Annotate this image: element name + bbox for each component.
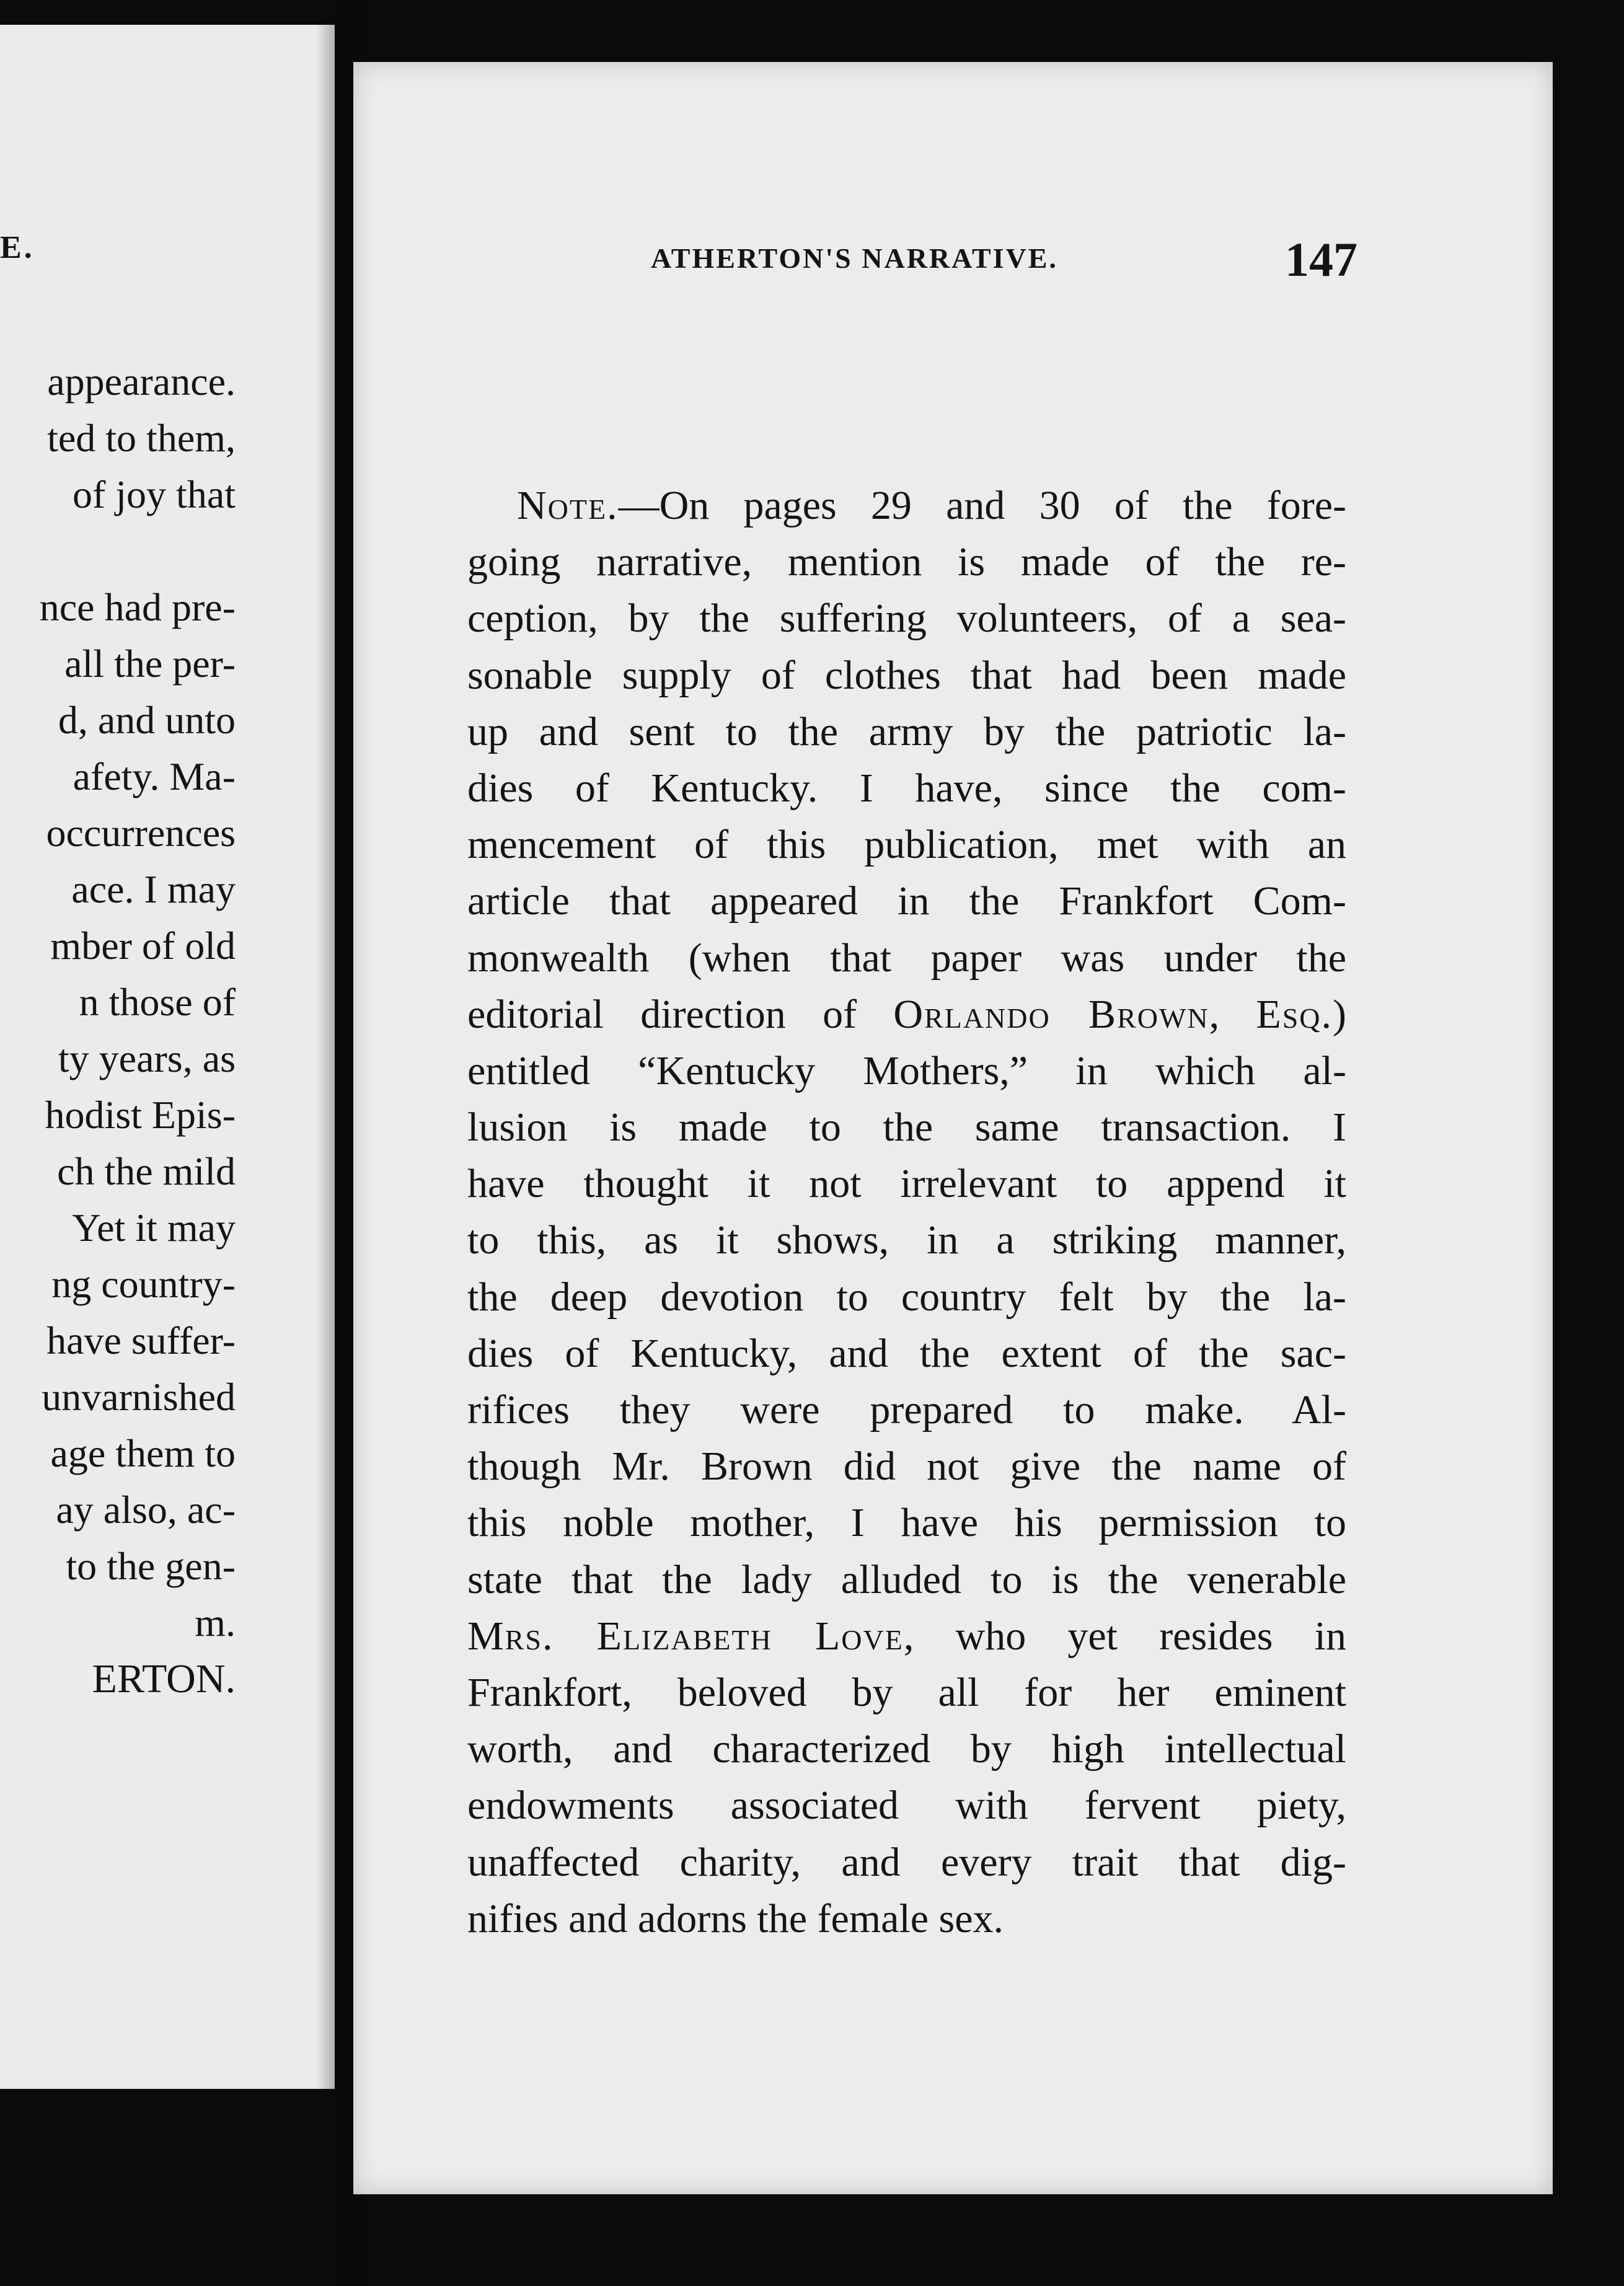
- left-text-line: ty years, as: [58, 1036, 236, 1080]
- text-line: though Mr. Brown did not give the name of: [467, 1444, 1346, 1489]
- note-paragraph: [467, 477, 1346, 1947]
- text-line: entitled “Kentucky Mothers,” in which al-: [467, 1048, 1346, 1093]
- text-line: editorial direction of Orlando Brown, Esq.): [467, 991, 1346, 1037]
- left-text-line: Yet it may: [72, 1206, 236, 1250]
- text-line: monwealth (when that paper was under the: [467, 935, 1346, 981]
- text-line: state that the lady alluded to is the venerable: [467, 1556, 1346, 1602]
- left-text-line: ace. I may: [71, 867, 236, 911]
- left-text-line: m.: [195, 1600, 236, 1644]
- text-line: have thought it not irrelevant to append it: [467, 1161, 1346, 1207]
- left-text-line: mber of old: [50, 924, 236, 968]
- text-line: worth, and characterized by high intellectual: [467, 1726, 1346, 1772]
- left-text-line: age them to: [50, 1431, 236, 1475]
- text-line: mencement of this publication, met with an: [467, 822, 1346, 868]
- left-text-line: unvarnished: [42, 1375, 236, 1419]
- left-text-line: ng country-: [51, 1262, 236, 1306]
- left-text-line: ERTON.: [92, 1656, 236, 1701]
- text-line: up and sent to the army by the patriotic la-: [467, 708, 1346, 754]
- text-line: rifices they were prepared to make. Al-: [467, 1387, 1346, 1432]
- left-text-line: [40, 523, 236, 579]
- left-page-text: [40, 353, 236, 1707]
- text-line: sonable supply of clothes that had been made: [467, 652, 1346, 698]
- text-line: this noble mother, I have his permission to: [467, 1500, 1346, 1546]
- text-line: dies of Kentucky. I have, since the com-: [467, 765, 1346, 811]
- left-text-line: nce had pre-: [39, 585, 236, 629]
- left-text-line: appearance.: [47, 360, 236, 404]
- text-line: Frankfort, beloved by all for her eminent: [467, 1669, 1346, 1715]
- text-line: Note.—On pages 29 and 30 of the fore-: [517, 483, 1346, 528]
- left-text-line: occurrences: [46, 811, 236, 855]
- left-text-line: n those of: [79, 980, 236, 1024]
- text-line: the deep devotion to country felt by the la-: [467, 1274, 1346, 1320]
- text-line: going narrative, mention is made of the re-: [467, 539, 1346, 585]
- left-text-line: to the gen-: [66, 1544, 236, 1588]
- left-text-line: ch the mild: [57, 1149, 236, 1193]
- left-text-line: all the per-: [64, 642, 236, 686]
- left-running-head: E.: [0, 230, 35, 265]
- left-text-line: ted to them,: [47, 416, 236, 460]
- page-curl-shadow: [316, 25, 335, 2089]
- text-line: to this, as it shows, in a striking manner,: [467, 1217, 1346, 1263]
- text-line: ception, by the suffering volunteers, of a sea-: [467, 596, 1346, 642]
- running-title: ATHERTON'S NARRATIVE.: [651, 242, 1058, 274]
- text-line: Mrs. Elizabeth Love, who yet resides in: [467, 1613, 1347, 1659]
- right-page: [353, 62, 1553, 2194]
- running-head: [651, 232, 1357, 304]
- text-line: dies of Kentucky, and the extent of the sac-: [467, 1330, 1346, 1376]
- left-text-line: ay also, ac-: [56, 1488, 236, 1532]
- text-line: unaffected charity, and every trait that dig-: [467, 1839, 1346, 1885]
- text-line: article that appeared in the Frankfort Com-: [467, 878, 1346, 924]
- text-line: endowments associated with fervent piety,: [467, 1783, 1346, 1829]
- left-text-line: d, and unto: [58, 698, 236, 742]
- left-text-line: hodist Epis-: [45, 1093, 236, 1137]
- left-text-line: have suffer-: [46, 1318, 236, 1362]
- text-line: nifies and adorns the female sex.: [467, 1895, 1004, 1941]
- left-page-fragment: [0, 25, 335, 2089]
- page-number: 147: [1285, 232, 1357, 286]
- text-line: lusion is made to the same transaction. I: [467, 1105, 1346, 1150]
- left-text-line: of joy that: [72, 472, 236, 516]
- left-text-line: afety. Ma-: [73, 754, 236, 798]
